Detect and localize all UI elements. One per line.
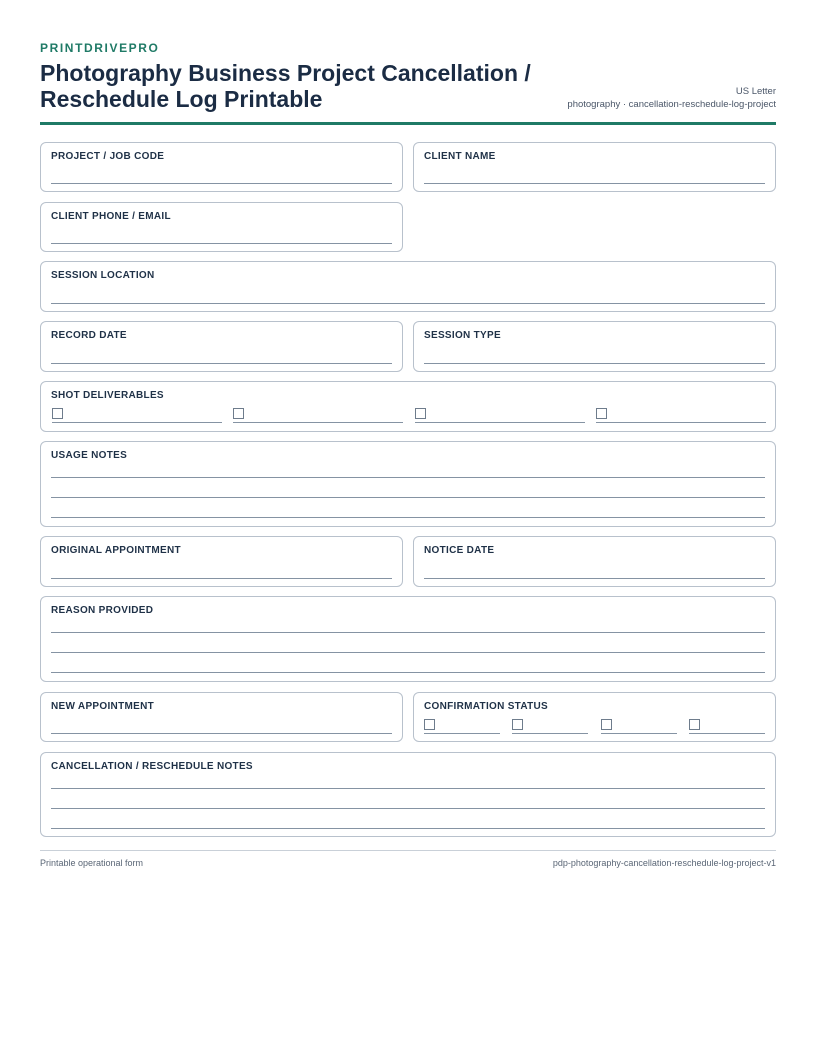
project-code-label: PROJECT / JOB CODE [51, 151, 165, 162]
project-code-field[interactable] [40, 142, 403, 192]
session-type-label: SESSION TYPE [424, 330, 501, 341]
new-appointment-label: NEW APPOINTMENT [51, 701, 155, 712]
footer-form-id: pdp-photography-cancellation-reschedule-log-project-v1 [552, 858, 776, 868]
shot-deliverables-label: SHOT DELIVERABLES [51, 390, 164, 401]
client-name-input-line[interactable] [424, 183, 765, 184]
page-size-label: US Letter [735, 86, 776, 97]
reason-provided-line-2[interactable] [51, 652, 765, 653]
checkbox[interactable] [601, 719, 612, 730]
option-line[interactable] [424, 733, 500, 734]
status-option-4[interactable] [689, 719, 765, 733]
notice-date-field[interactable] [413, 536, 776, 587]
session-type-input-line[interactable] [424, 363, 765, 364]
usage-notes-label: USAGE NOTES [51, 450, 128, 461]
option-line[interactable] [512, 733, 588, 734]
cancellation-notes-line-2[interactable] [51, 808, 765, 809]
session-location-input-line[interactable] [51, 303, 765, 304]
option-line[interactable] [415, 422, 585, 423]
checkbox[interactable] [233, 408, 244, 419]
reason-provided-line-3[interactable] [51, 672, 765, 673]
checkbox[interactable] [596, 408, 607, 419]
cancellation-notes-line-3[interactable] [51, 828, 765, 829]
status-option-2[interactable] [512, 719, 588, 733]
option-line[interactable] [233, 422, 403, 423]
reason-provided-field[interactable] [40, 596, 776, 682]
checkbox[interactable] [415, 408, 426, 419]
usage-notes-field[interactable] [40, 441, 776, 527]
checkbox[interactable] [689, 719, 700, 730]
original-appointment-field[interactable] [40, 536, 403, 587]
status-option-1[interactable] [424, 719, 500, 733]
confirmation-status-field [413, 692, 776, 742]
header-rule [40, 122, 776, 125]
project-code-input-line[interactable] [51, 183, 392, 184]
notice-date-input-line[interactable] [424, 578, 765, 579]
status-option-3[interactable] [601, 719, 677, 733]
usage-notes-line-2[interactable] [51, 497, 765, 498]
option-line[interactable] [689, 733, 765, 734]
confirmation-status-label: CONFIRMATION STATUS [424, 701, 549, 712]
shot-deliverables-field [40, 381, 776, 432]
client-name-field[interactable] [413, 142, 776, 192]
notice-date-label: NOTICE DATE [424, 545, 495, 556]
record-date-field[interactable] [40, 321, 403, 372]
cancellation-notes-field[interactable] [40, 752, 776, 837]
deliverable-option-2[interactable] [233, 408, 403, 422]
record-date-input-line[interactable] [51, 363, 392, 364]
deliverable-option-3[interactable] [415, 408, 585, 422]
usage-notes-line-1[interactable] [51, 477, 765, 478]
session-location-field[interactable] [40, 261, 776, 312]
page-meta [567, 85, 776, 111]
reason-provided-line-1[interactable] [51, 632, 765, 633]
original-appointment-label: ORIGINAL APPOINTMENT [51, 545, 181, 556]
new-appointment-input-line[interactable] [51, 733, 392, 734]
deliverable-option-4[interactable] [596, 408, 766, 422]
client-contact-input-line[interactable] [51, 243, 392, 244]
option-line[interactable] [596, 422, 766, 423]
client-contact-field[interactable] [40, 202, 403, 252]
option-line[interactable] [52, 422, 222, 423]
original-appointment-input-line[interactable] [51, 578, 392, 579]
session-location-label: SESSION LOCATION [51, 270, 155, 281]
footer-left-text: Printable operational form [40, 858, 144, 868]
brand-name: PRINTDRIVEPRO [40, 41, 160, 55]
reason-provided-label: REASON PROVIDED [51, 605, 154, 616]
new-appointment-field[interactable] [40, 692, 403, 742]
client-name-label: CLIENT NAME [424, 151, 496, 162]
checkbox[interactable] [52, 408, 63, 419]
record-date-label: RECORD DATE [51, 330, 127, 341]
page-title: Photography Business Project Cancellation / Reschedule Log Printable [40, 60, 531, 112]
cancellation-notes-line-1[interactable] [51, 788, 765, 789]
session-type-field[interactable] [413, 321, 776, 372]
checkbox[interactable] [512, 719, 523, 730]
page-subtitle: photography · cancellation-reschedule-log-project [567, 99, 776, 110]
footer-divider [40, 850, 776, 851]
usage-notes-line-3[interactable] [51, 517, 765, 518]
client-contact-label: CLIENT PHONE / EMAIL [51, 211, 171, 222]
deliverable-option-1[interactable] [52, 408, 222, 422]
cancellation-notes-label: CANCELLATION / RESCHEDULE NOTES [51, 761, 253, 772]
option-line[interactable] [601, 733, 677, 734]
checkbox[interactable] [424, 719, 435, 730]
